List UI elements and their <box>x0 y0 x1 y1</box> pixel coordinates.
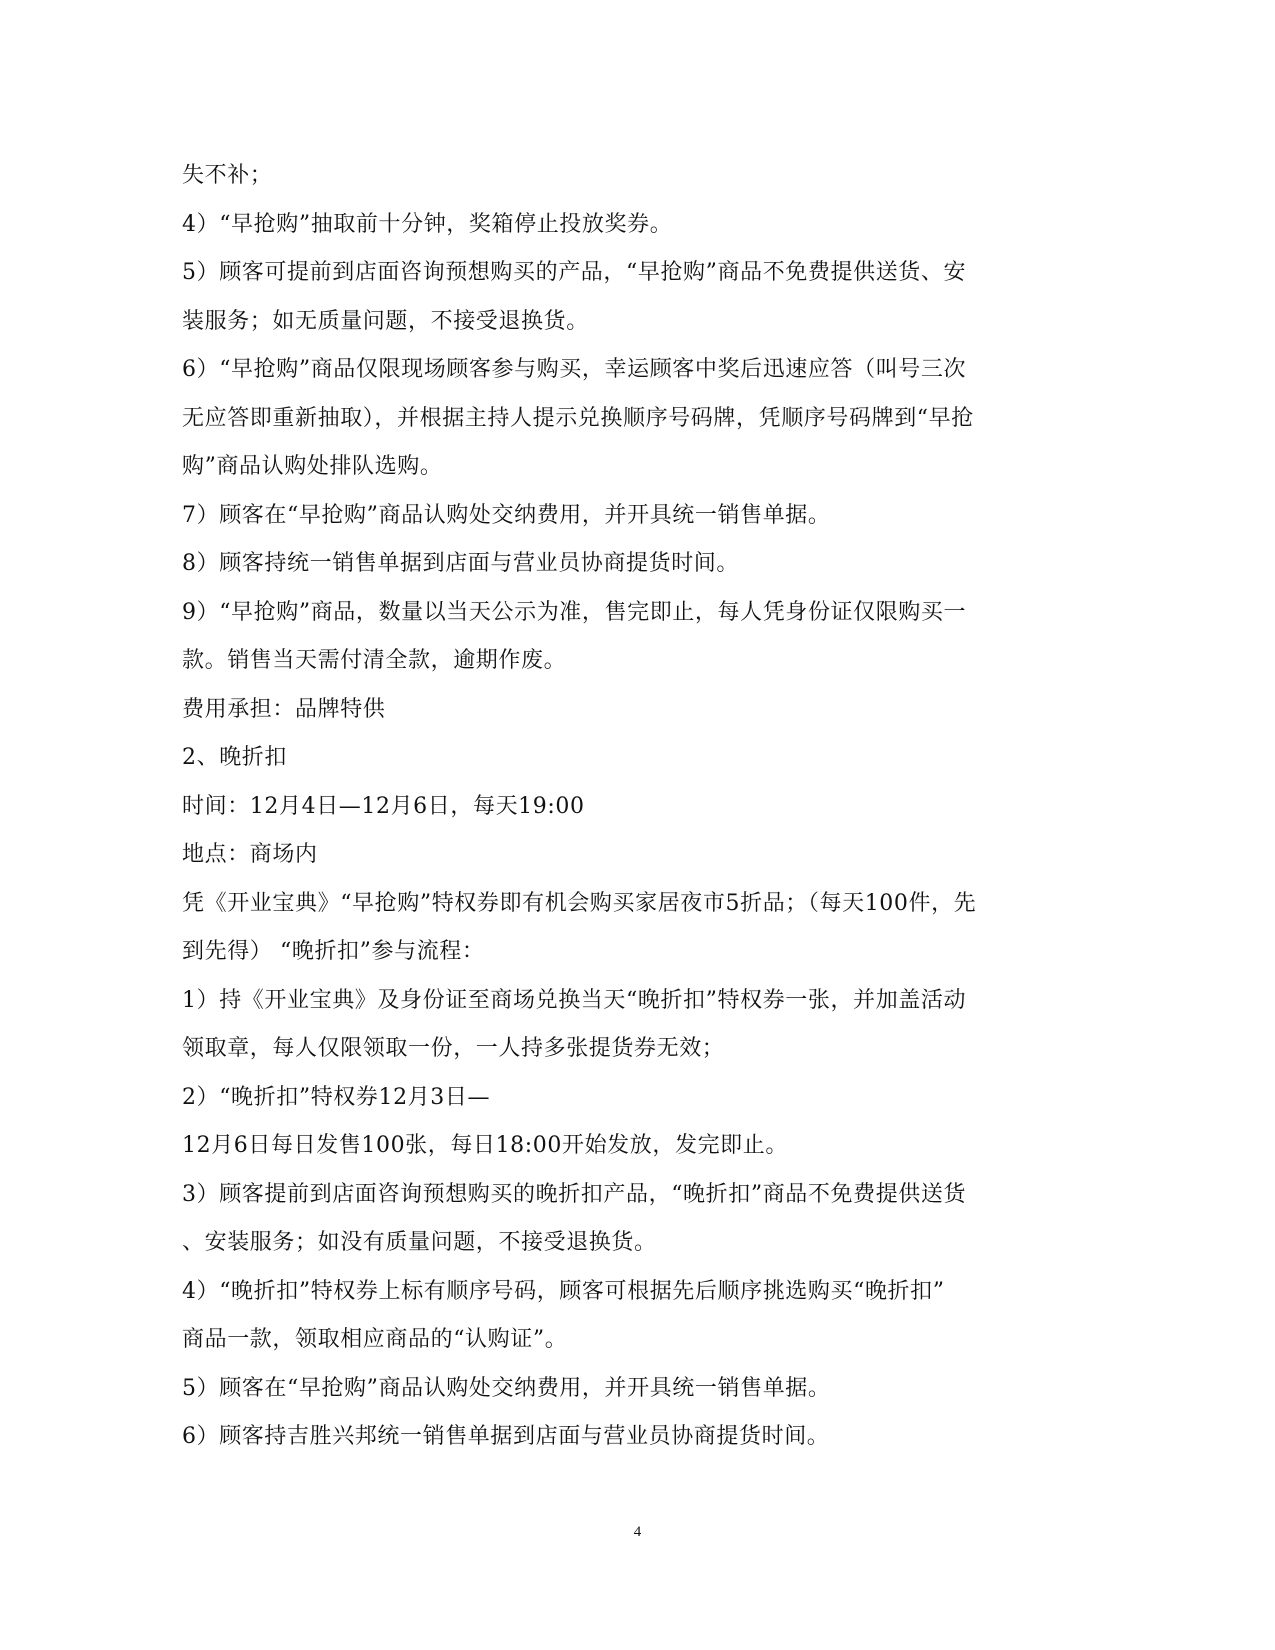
text-line: 6）顾客持吉胜兴邦统一销售单据到店面与营业员协商提货时间。 <box>182 1424 830 1449</box>
text-line: 9）“早抢购”商品，数量以当天公示为准，售完即止，每人凭身份证仅限购买一 <box>182 599 967 625</box>
text-line: 1）持《开业宝典》及身份证至商场兑换当天“晚折扣”特权券一张，并加盖活动 <box>182 987 967 1013</box>
text-line: 失不补； <box>182 163 273 188</box>
text-line: 费用承担：品牌特供 <box>182 696 386 722</box>
text-line: 时间：12月4日—12月6日，每天19:00 <box>182 793 585 819</box>
text-line: 7）顾客在“早抢购”商品认购处交纳费用，并开具统一销售单据。 <box>182 502 831 528</box>
text-line: 地点：商场内 <box>182 842 318 867</box>
text-line: 领取章，每人仅限领取一份，一人持多张提货券无效； <box>182 1036 725 1061</box>
page-number: 4 <box>633 1524 642 1540</box>
document-body <box>182 152 1082 1462</box>
text-line: 3）顾客提前到店面咨询预想购买的晚折扣产品，“晚折扣”商品不免费提供送货 <box>182 1181 967 1207</box>
text-line: 、安装服务；如没有质量问题，不接受退换货。 <box>182 1230 657 1255</box>
text-line: 到先得） “晚折扣”参与流程： <box>182 939 485 964</box>
text-line: 购”商品认购处排队选购。 <box>182 454 443 479</box>
text-line: 12月6日每日发售100张，每日18:00开始发放，发完即止。 <box>182 1133 788 1158</box>
text-line: 4）“早抢购”抽取前十分钟，奖箱停止投放奖券。 <box>182 211 673 237</box>
text-line: 6）“早抢购”商品仅限现场顾客参与购买，幸运顾客中奖后迅速应答（叫号三次 <box>182 357 967 382</box>
section-heading: 2、晚折扣 <box>182 745 287 770</box>
text-line: 5）顾客可提前到店面咨询预想购买的产品，“早抢购”商品不免费提供送货、安 <box>182 260 967 285</box>
text-line: 款。销售当天需付清全款，逾期作废。 <box>182 648 567 673</box>
text-line: 2）“晚折扣”特权券12月3日— <box>182 1084 491 1110</box>
text-line: 5）顾客在“早抢购”商品认购处交纳费用，并开具统一销售单据。 <box>182 1375 831 1401</box>
text-line: 8）顾客持统一销售单据到店面与营业员协商提货时间。 <box>182 551 739 576</box>
text-line: 装服务；如无质量问题，不接受退换货。 <box>182 308 589 334</box>
text-line: 商品一款，领取相应商品的“认购证”。 <box>182 1327 568 1352</box>
text-line: 凭《开业宝典》“早抢购”特权券即有机会购买家居夜市5折品；（每天100件，先 <box>182 890 977 916</box>
text-line: 无应答即重新抽取），并根据主持人提示兑换顺序号码牌，凭顺序号码牌到“早抢 <box>182 405 974 431</box>
text-line: 4）“晚折扣”特权券上标有顺序号码，顾客可根据先后顺序挑选购买“晚折扣” <box>182 1278 945 1304</box>
